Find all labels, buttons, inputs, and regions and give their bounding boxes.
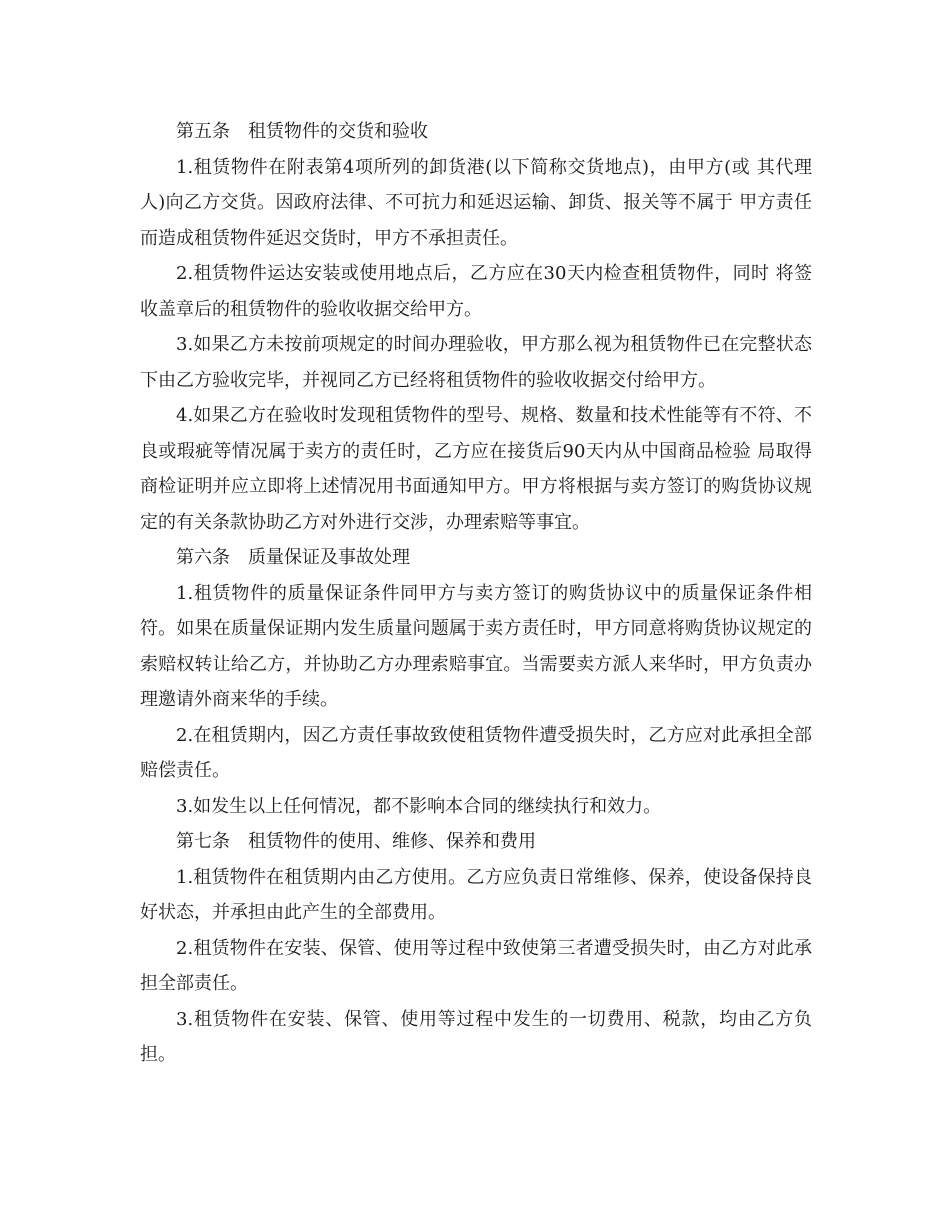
article-7-clause-3: 3.租赁物件在安装、保管、使用等过程中发生的一切费用、税款，均由乙方负担。 [140,1008,812,1065]
article-6-heading: 第六条 质量保证及事故处理 [176,547,410,568]
document-body [140,114,812,1073]
article-7-clause-1: 1.租赁物件在租赁期内由乙方使用。乙方应负责日常维修、保养，使设备保持良好状态，并承担由此产生的全部费用。 [140,866,812,923]
article-6-clause-2: 2.在租赁期内，因乙方责任事故致使租赁物件遭受损失时，乙方应对此承担全部赔偿责任。 [140,724,812,781]
article-5-clause-3: 3.如果乙方未按前项规定的时间办理验收，甲方那么视为租赁物件已在完整状态下由乙方验收完毕，并视同乙方已经将租赁物件的验收收据交付给甲方。 [140,334,812,391]
article-6-clause-3: 3.如发生以上任何情况，都不影响本合同的继续执行和效力。 [176,795,662,817]
article-7-clause-2: 2.租赁物件在安装、保管、使用等过程中致使第三者遭受损失时，由乙方对此承担全部责任。 [140,937,812,994]
article-5-clause-1: 1.租赁物件在附表第4项所列的卸货港(以下简称交货地点)，由甲方(或 其代理人)向乙方交货。因政府法律、不可抗力和延迟运输、卸货、报关等不属于 甲方责任而造成租赁物件延迟交货时，甲方不承担责任。 [140,156,812,249]
article-5-clause-4: 4.如果乙方在验收时发现租赁物件的型号、规格、数量和技术性能等有不符、不良或瑕疵等情况属于卖方的责任时，乙方应在接货后90天内从中国商品检验 局取得商检证明并应立即将上述情况用书面通知甲方。甲方将根据与卖方签订的购货协议规定的有关条款协助乙方对外进行交涉，办理索赔等事宜。 [140,405,812,533]
article-5-heading: 第五条 租赁物件的交货和验收 [176,121,428,142]
article-6-clause-1: 1.租赁物件的质量保证条件同甲方与卖方签订的购货协议中的质量保证条件相符。如果在质量保证期内发生质量问题属于卖方责任时，甲方同意将购货协议规定的索赔权转让给乙方，并协助乙方办理索赔事宜。当需要卖方派人来华时，甲方负责办理邀请外商来华的手续。 [140,582,812,710]
article-5-clause-2: 2.租赁物件运达安装或使用地点后，乙方应在30天内检查租赁物件，同时 将签收盖章后的租赁物件的验收收据交给甲方。 [140,263,812,320]
article-7-heading: 第七条 租赁物件的使用、维修、保养和费用 [176,831,536,852]
